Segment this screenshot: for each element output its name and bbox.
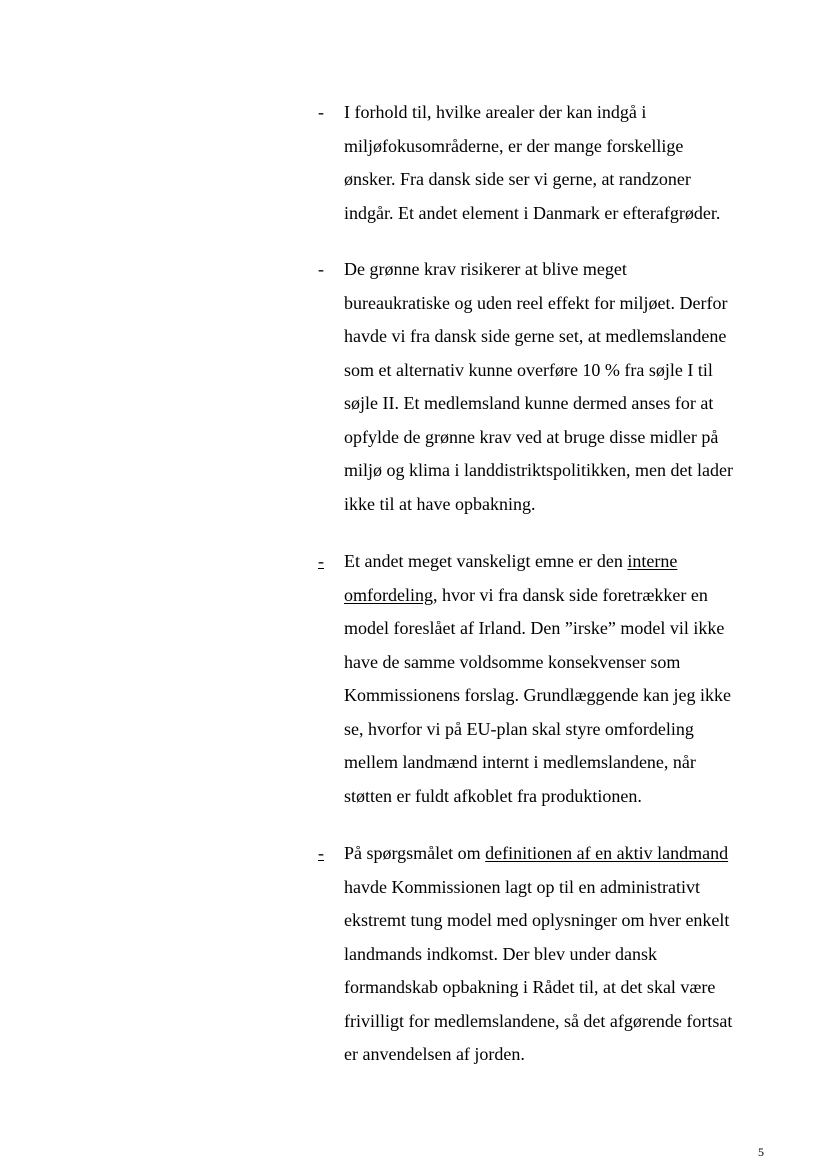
text-line: se, hvorfor vi på EU-plan skal styre omfordeling: [344, 718, 694, 739]
text-line: [344, 545, 784, 579]
text-line: bureaukratiske og uden reel effekt for miljøet. Derfor: [344, 292, 728, 313]
underlined-term: interne: [627, 551, 678, 571]
text-line: opfylde de grønne krav ved at bruge disse midler på: [344, 426, 719, 447]
text-line: er anvendelsen af jorden.: [344, 1044, 525, 1064]
bullet-text: [344, 253, 784, 521]
page-number: 5: [758, 1145, 764, 1159]
text-line: ønsker. Fra dansk side ser vi gerne, at randzoner: [344, 169, 691, 189]
text-line: miljøfokusområderne, er der mange forskellige: [344, 135, 684, 156]
text-line: miljø og klima i landdistriktspolitikken, men det lader: [344, 460, 733, 480]
text-line: formandskab opbakning i Rådet til, at det skal være: [344, 977, 716, 997]
text-line: model foreslået af Irland. Den ”irske” model vil ikke: [344, 618, 725, 638]
underlined-term: omfordeling: [344, 584, 433, 605]
bullet-text: [344, 96, 784, 230]
text-line: ekstremt tung model med oplysninger om hver enkelt: [344, 910, 730, 930]
text-line: havde Kommissionen lagt op til en administrativt: [344, 876, 700, 897]
text-line: I forhold til, hvilke arealer der kan indgå i: [344, 102, 647, 122]
text-line: frivilligt for medlemslandene, så det afgørende fortsat: [344, 1010, 733, 1031]
underlined-term: definitionen af en aktiv landmand: [485, 843, 729, 863]
text-line: Kommissionens forslag. Grundlæggende kan jeg ikke: [344, 685, 731, 705]
text-line: havde vi fra dansk side gerne set, at medlemslandene: [344, 326, 727, 346]
text-line: De grønne krav risikerer at blive meget: [344, 259, 627, 279]
text-line: have de samme voldsomme konsekvenser som: [344, 651, 681, 672]
text-line: søjle II. Et medlemsland kunne dermed anses for at: [344, 393, 714, 413]
text-segment: Et andet meget vanskeligt emne er den: [344, 551, 628, 571]
text-line: ikke til at have opbakning.: [344, 493, 536, 514]
bullet-dash: -: [318, 102, 324, 122]
text-line: som et alternativ kunne overføre 10 % fra søjle I til: [344, 359, 713, 380]
text-line: støtten er fuldt afkoblet fra produktionen.: [344, 785, 642, 806]
text-line: [344, 837, 784, 871]
bullet-dash: -: [318, 551, 324, 571]
text-line: mellem landmænd internt i medlemslandene, når: [344, 752, 696, 772]
bullet-dash: -: [318, 259, 324, 279]
bullet-dash: -: [318, 843, 324, 863]
text-segment: , hvor vi fra dansk side foretrækker en: [432, 584, 708, 605]
text-line: [344, 579, 784, 613]
bullet-text: [344, 545, 784, 813]
text-line: landmands indkomst. Der blev under dansk: [344, 943, 657, 964]
bullet-text: [344, 837, 784, 1072]
text-line: indgår. Et andet element i Danmark er efterafgrøder.: [344, 202, 721, 223]
text-segment: På spørgsmålet om: [344, 843, 486, 863]
